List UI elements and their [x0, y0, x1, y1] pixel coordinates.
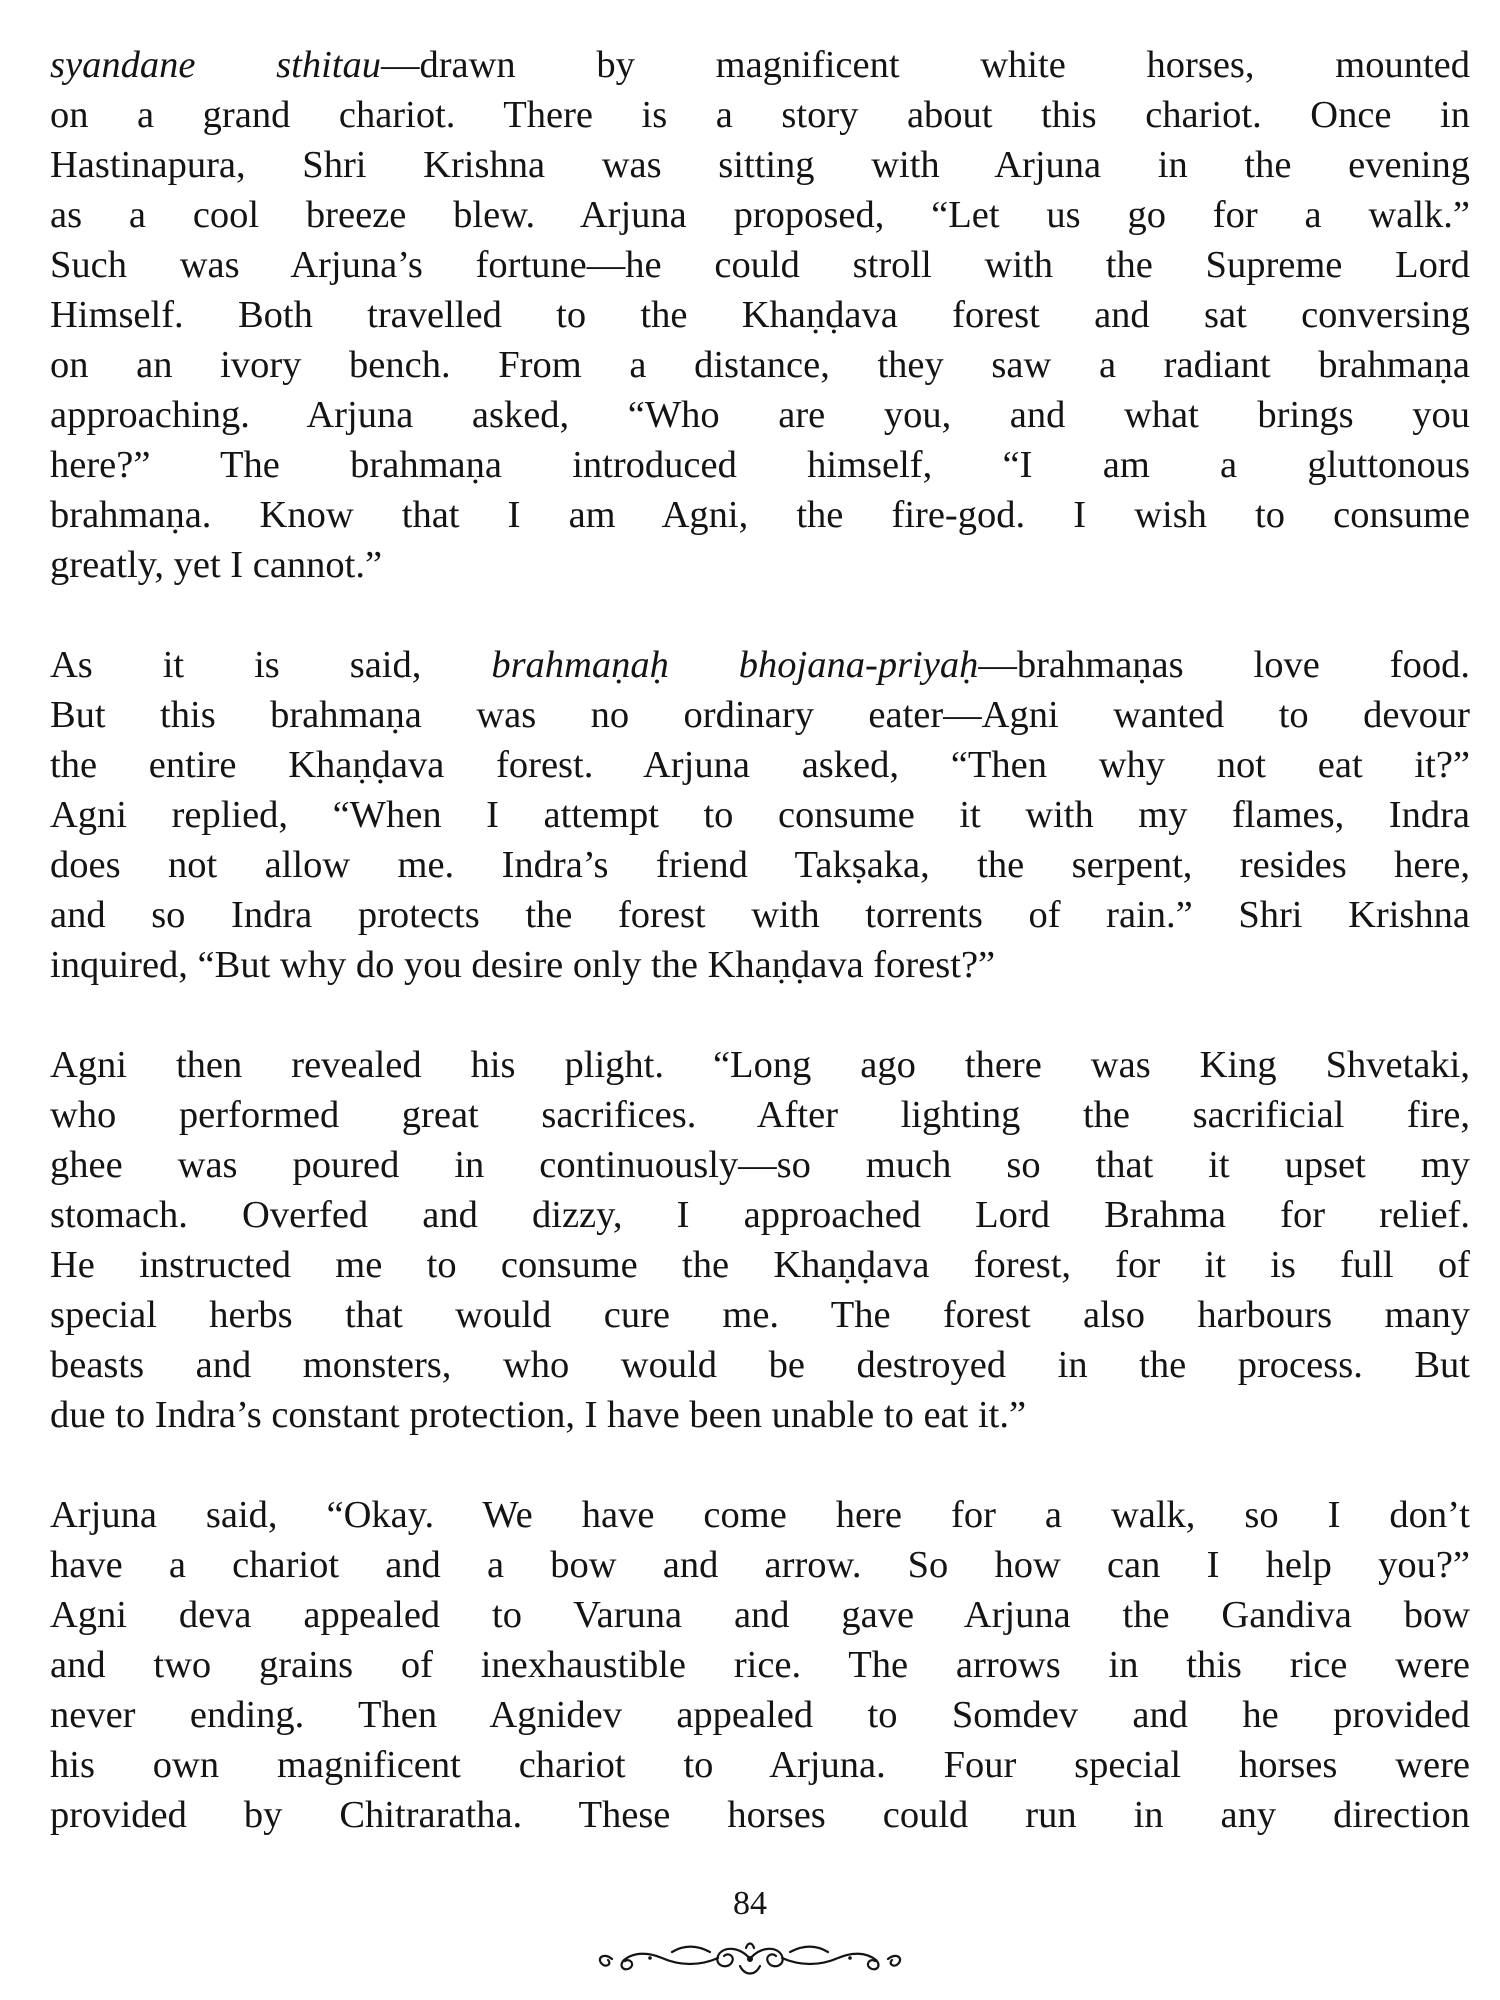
text-line: [50, 440, 1470, 490]
text-line: [50, 540, 1470, 590]
text-line: [50, 90, 1470, 140]
text-segment: Agni deva appealed to Varuna and gave Arjuna the Gandiva bow: [50, 1594, 1470, 1636]
text-line: [50, 1090, 1470, 1140]
text-segment: Hastinapura, Shri Krishna was sitting with Arjuna in the evening: [50, 144, 1470, 186]
text-line: [50, 190, 1470, 240]
text-segment: provided by Chitraratha. These horses could run in any direction: [50, 1794, 1470, 1836]
text-line: [50, 890, 1470, 940]
text-segment: on a grand chariot. There is a story about this chariot. Once in: [50, 94, 1470, 136]
text-line: [50, 640, 1470, 690]
text-line: [50, 940, 1470, 990]
text-segment: have a chariot and a bow and arrow. So how can I help you?”: [50, 1544, 1470, 1586]
text-line: [50, 390, 1470, 440]
text-segment: As it is said,: [50, 644, 492, 686]
text-segment: stomach. Overfed and dizzy, I approached Lord Brahma for relief.: [50, 1194, 1470, 1236]
text-line: [50, 490, 1470, 540]
text-segment: on an ivory bench. From a distance, they saw a radiant brahmaṇa: [50, 344, 1470, 386]
text-segment: the entire Khaṇḍava forest. Arjuna asked, “Then why not eat it?”: [50, 744, 1470, 786]
text-segment: Arjuna said, “Okay. We have come here for a walk, so I don’t: [50, 1494, 1470, 1536]
text-segment: Such was Arjuna’s fortune—he could stroll with the Supreme Lord: [50, 244, 1470, 286]
text-segment: never ending. Then Agnidev appealed to Somdev and he provided: [50, 1694, 1470, 1736]
italic-term: syandane sthitau: [50, 44, 381, 86]
text-line: [50, 690, 1470, 740]
paragraph: [50, 1490, 1470, 1840]
text-line: [50, 290, 1470, 340]
text-line: [50, 740, 1470, 790]
text-line: [50, 1190, 1470, 1240]
text-segment: beasts and monsters, who would be destroyed in the process. But: [50, 1344, 1470, 1386]
page-number: 84: [733, 1885, 767, 1922]
text-segment: Himself. Both travelled to the Khaṇḍava forest and sat conversing: [50, 294, 1470, 336]
paragraph-gap: [50, 1440, 1470, 1490]
text-line: [50, 1690, 1470, 1740]
text-line: [50, 1340, 1470, 1390]
page-body: [50, 40, 1470, 1840]
text-segment: does not allow me. Indra’s friend Takṣaka, the serpent, resides here,: [50, 844, 1470, 886]
text-line: [50, 1240, 1470, 1290]
text-line: [50, 840, 1470, 890]
text-segment: He instructed me to consume the Khaṇḍava forest, for it is full of: [50, 1244, 1470, 1286]
text-line: [50, 1290, 1470, 1340]
text-segment: inquired, “But why do you desire only the Khaṇḍava forest?”: [50, 944, 996, 986]
paragraph: [50, 1040, 1470, 1440]
text-line: [50, 1140, 1470, 1190]
italic-term: brahmaṇaḥ bhojana-priyaḥ: [491, 644, 979, 686]
text-segment: ghee was poured in continuously—so much so that it upset my: [50, 1144, 1470, 1186]
text-segment: and so Indra protects the forest with torrents of rain.” Shri Krishna: [50, 894, 1470, 936]
paragraph: [50, 640, 1470, 990]
text-segment: brahmaṇa. Know that I am Agni, the fire-god. I wish to consume: [50, 494, 1470, 536]
text-segment: due to Indra’s constant protection, I have been unable to eat it.”: [50, 1394, 1027, 1436]
text-line: [50, 240, 1470, 290]
text-segment: as a cool breeze blew. Arjuna proposed, “Let us go for a walk.”: [50, 194, 1470, 236]
paragraph-gap: [50, 990, 1470, 1040]
text-segment: approaching. Arjuna asked, “Who are you, and what brings you: [50, 394, 1470, 436]
text-segment: —brahmaṇas love food.: [978, 644, 1470, 686]
text-line: [50, 1590, 1470, 1640]
text-segment: here?” The brahmaṇa introduced himself, “I am a gluttonous: [50, 444, 1470, 486]
text-line: [50, 1390, 1470, 1440]
text-segment: Agni then revealed his plight. “Long ago there was King Shvetaki,: [50, 1044, 1470, 1086]
text-segment: special herbs that would cure me. The forest also harbours many: [50, 1294, 1470, 1336]
text-segment: greatly, yet I cannot.”: [50, 544, 383, 586]
text-segment: But this brahmaṇa was no ordinary eater—Agni wanted to devour: [50, 694, 1470, 736]
text-line: [50, 340, 1470, 390]
text-segment: and two grains of inexhaustible rice. The arrows in this rice were: [50, 1644, 1470, 1686]
text-line: [50, 1540, 1470, 1590]
text-line: [50, 140, 1470, 190]
paragraph: [50, 40, 1470, 590]
text-line: [50, 1790, 1470, 1840]
text-line: [50, 1040, 1470, 1090]
paragraph-gap: [50, 590, 1470, 640]
text-segment: his own magnificent chariot to Arjuna. Four special horses were: [50, 1744, 1470, 1786]
text-line: [50, 790, 1470, 840]
text-line: [50, 1740, 1470, 1790]
text-line: [50, 1490, 1470, 1540]
text-segment: Agni replied, “When I attempt to consume it with my flames, Indra: [50, 794, 1470, 836]
text-segment: —drawn by magnificent white horses, mounted: [380, 44, 1470, 86]
scroll-flourish-icon: [590, 1936, 910, 1982]
text-line: [50, 1640, 1470, 1690]
text-segment: who performed great sacrifices. After lighting the sacrificial fire,: [50, 1094, 1470, 1136]
text-line: [50, 40, 1470, 90]
